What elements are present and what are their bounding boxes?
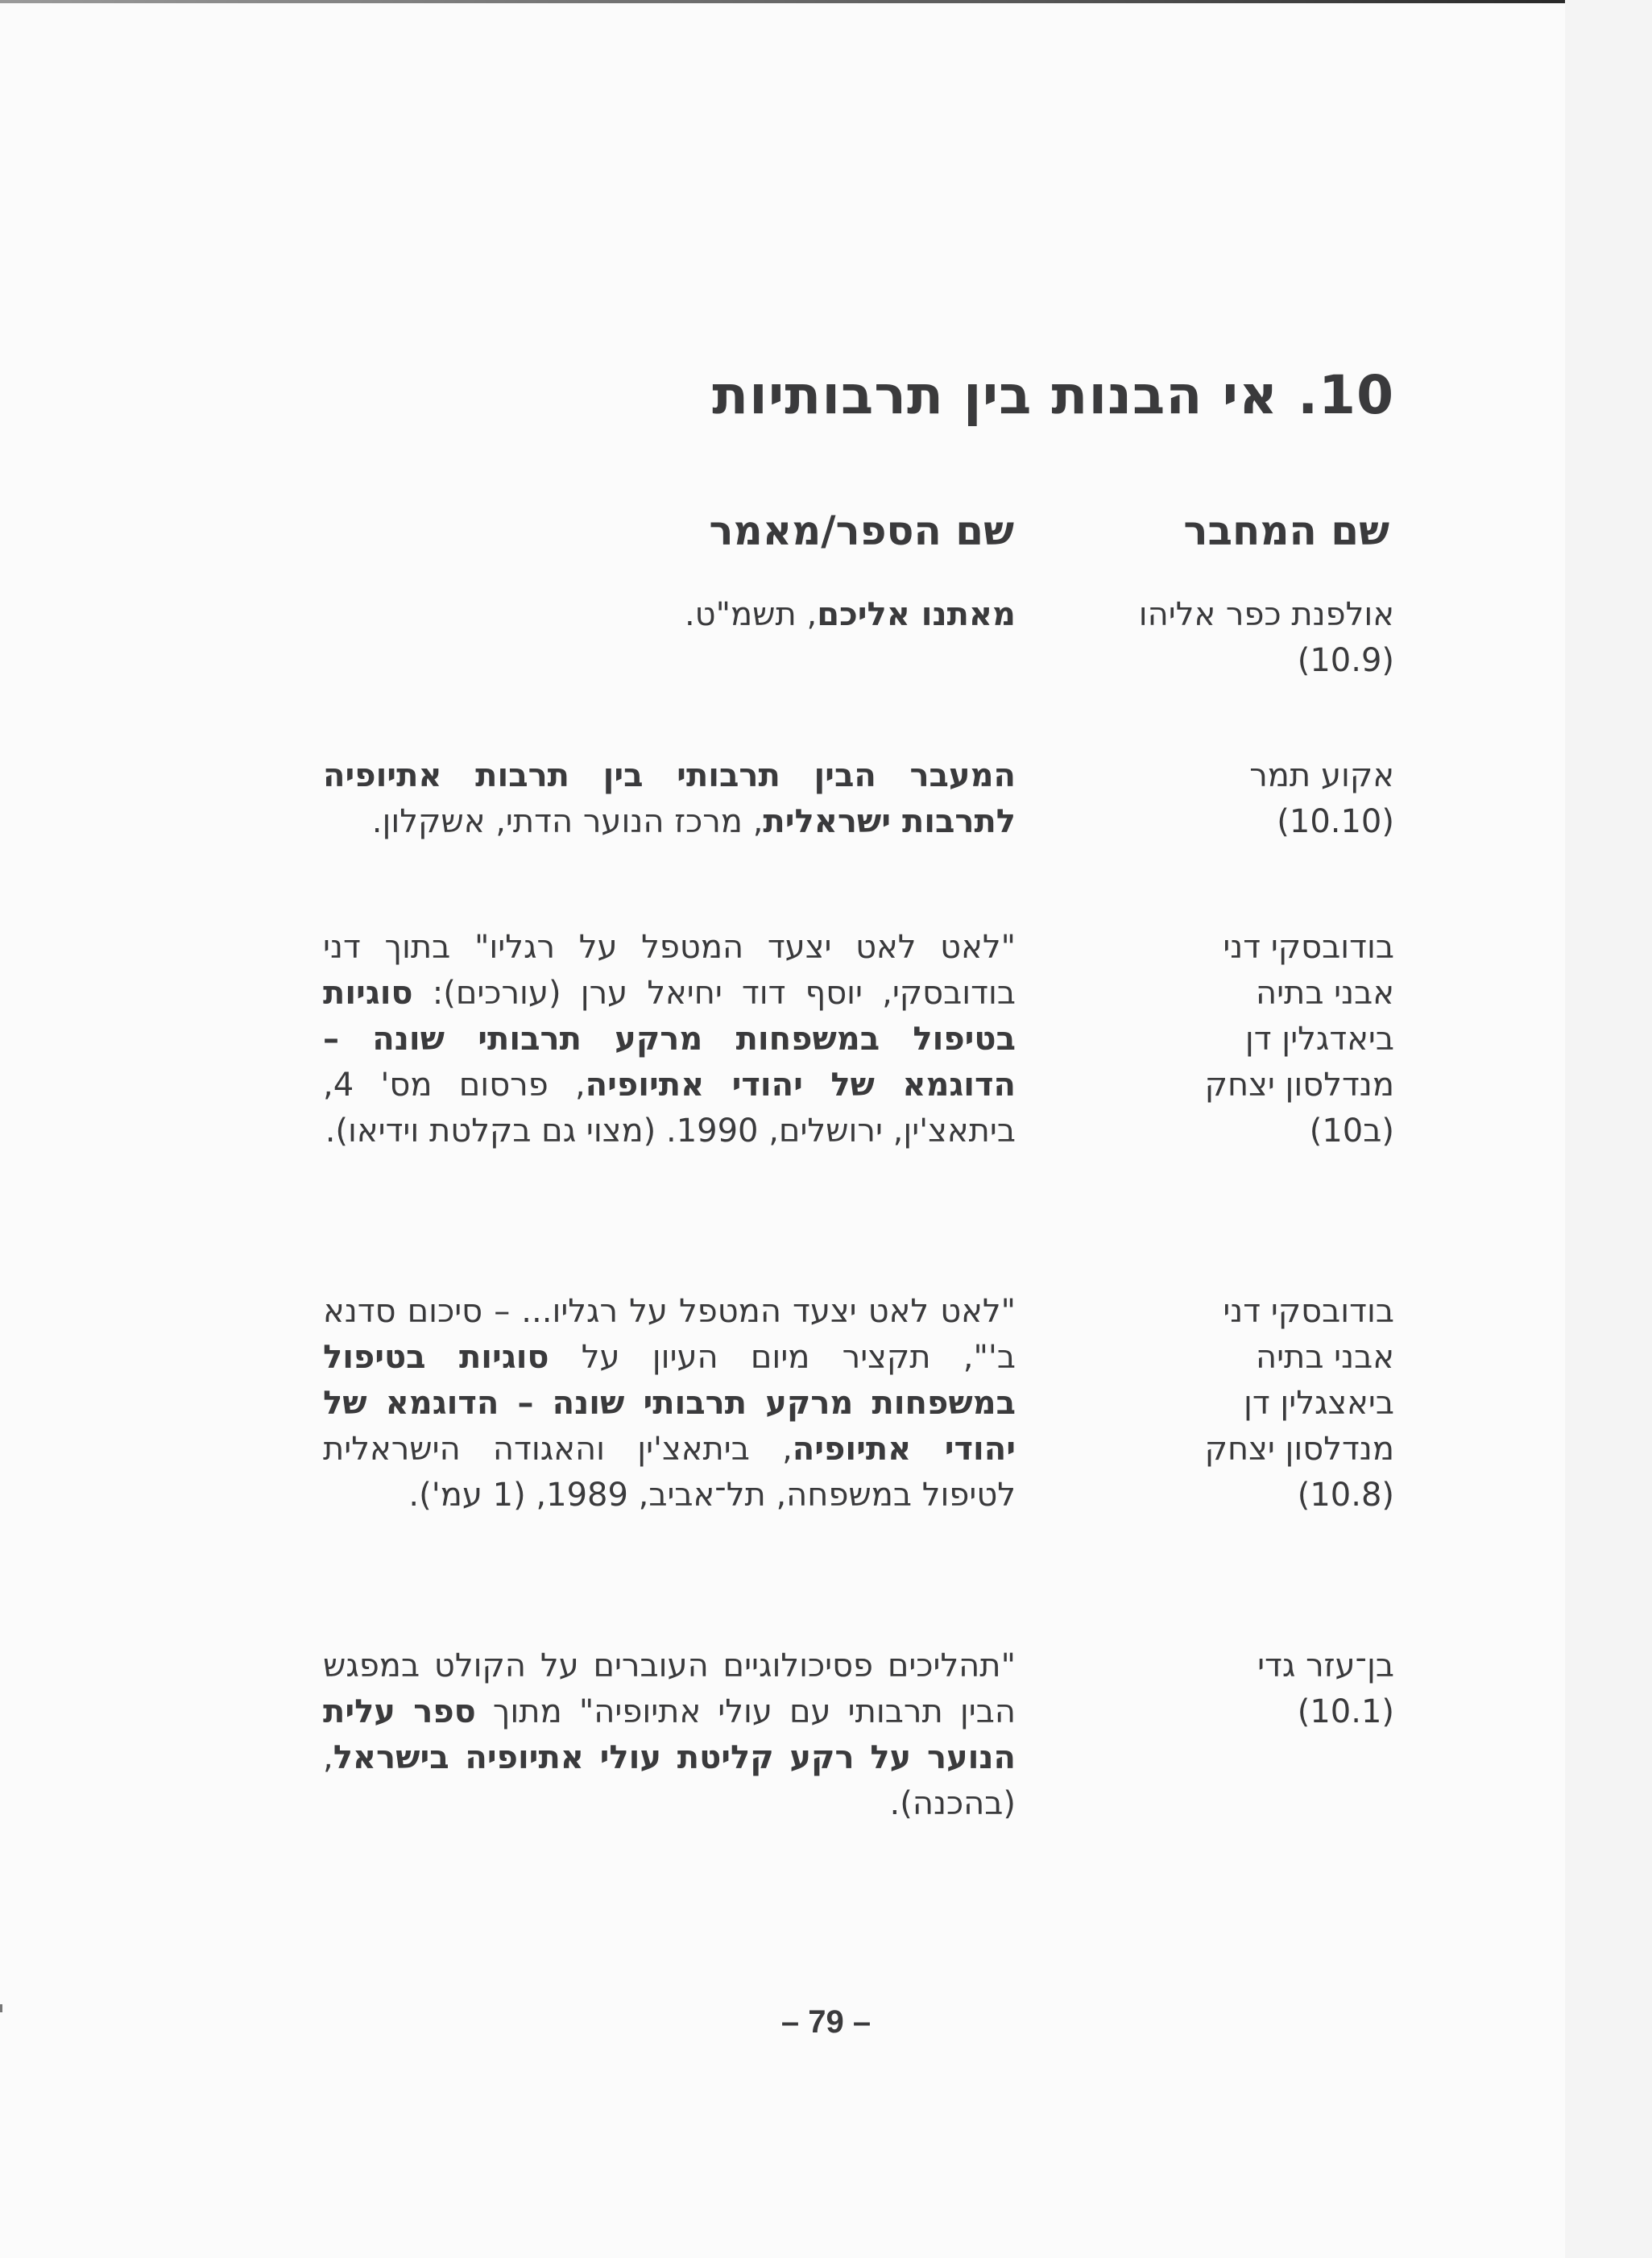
author-name: בודובסקי דני	[1223, 1293, 1394, 1330]
author-cell	[1016, 1289, 1394, 1518]
bibliography-entry	[283, 753, 1394, 845]
title-cell	[323, 753, 1016, 845]
author-name: אבני בתיה	[1255, 975, 1394, 1012]
title-cell	[323, 1289, 1016, 1518]
title-bold: מאתנו אליכם	[817, 596, 1016, 633]
bibliography-entry	[283, 592, 1394, 684]
author-name: בודובסקי דני	[1223, 929, 1394, 966]
column-header-author: שם המחבר	[1183, 508, 1389, 554]
author-name: בן־עזר גדי	[1257, 1647, 1394, 1684]
bibliography-entry	[283, 1289, 1394, 1518]
title-cell	[323, 925, 1016, 1154]
reference-code: (10.8)	[1297, 1477, 1394, 1514]
author-name: ביאדגלין דן	[1244, 1021, 1394, 1058]
title-regular: , פרסום מס' 4, ביתאצ'ין, ירושלים, 1990. (מצוי גם בקלטת וידיאו).	[323, 1067, 1016, 1150]
title-cell	[323, 1643, 1016, 1827]
title-bold: ספר עלית הנוער על רקע קליטת עולי אתיופיה בישראל	[323, 1693, 1016, 1776]
author-name: אקוע תמר	[1249, 757, 1394, 794]
title-bold: המעבר הבין תרבותי בין תרבות אתיופיה לתרבות ישראלית	[323, 757, 1016, 840]
section-title: אי הבנות בין תרבותיות	[712, 364, 1279, 426]
author-cell	[1016, 1643, 1394, 1827]
section-number: 10.	[1298, 364, 1394, 426]
reference-code: (10ב)	[1309, 1112, 1394, 1150]
author-name: מנדלסון יצחק	[1204, 1431, 1394, 1468]
reference-code: (10.10)	[1277, 803, 1394, 840]
author-cell	[1016, 753, 1394, 845]
author-cell	[1016, 925, 1394, 1154]
title-regular: "לאט לאט יצעד המטפל על רגליו... – סיכום סדנא ב'", תקציר מיום העיון על	[323, 1293, 1016, 1376]
author-name: אבני בתיה	[1255, 1339, 1394, 1376]
author-name: אולפנת כפר אליהו	[1138, 596, 1394, 633]
author-cell	[1016, 592, 1394, 684]
title-regular: "לאט לאט יצעד המטפל על רגליו" בתוך דני בודובסקי, יוסף דוד יחיאל ערן (עורכים):	[323, 929, 1016, 1012]
page-number: – 79 –	[780, 2004, 872, 2040]
title-cell	[323, 592, 1016, 684]
reference-code: (10.9)	[1297, 642, 1394, 679]
title-regular: , מרכז הנוער הדתי, אשקלון.	[371, 803, 764, 840]
title-regular: , ביתאצ'ין והאגודה הישראלית לטיפול במשפחה, תל־אביב, 1989, (1 עמ').	[323, 1431, 1016, 1514]
title-regular: "תהליכים פסיכולוגיים העוברים על הקולט במפגש הבין תרבותי עם עולי אתיופיה" מתוך	[323, 1647, 1016, 1730]
title-regular: , תשמ"ט.	[684, 596, 818, 633]
reference-code: (10.1)	[1297, 1693, 1394, 1730]
bibliography-entry	[283, 925, 1394, 1154]
title-bold: סוגיות בטיפול במשפחות מרקע תרבותי שונה – הדוגמא של יהודי אתיופיה	[323, 1339, 1016, 1468]
author-name: ביאצגלין דן	[1243, 1385, 1394, 1422]
column-header-title: שם הספר/מאמר	[709, 508, 1014, 554]
title-bold: סוגיות בטיפול במשפחות מרקע תרבותי שונה – הדוגמא של יהודי אתיופיה	[323, 975, 1016, 1104]
section-heading	[712, 364, 1394, 426]
bibliography-entry	[283, 1643, 1394, 1827]
author-name: מנדלסון יצחק	[1204, 1067, 1394, 1104]
title-regular: , (בהכנה).	[323, 1739, 1016, 1822]
